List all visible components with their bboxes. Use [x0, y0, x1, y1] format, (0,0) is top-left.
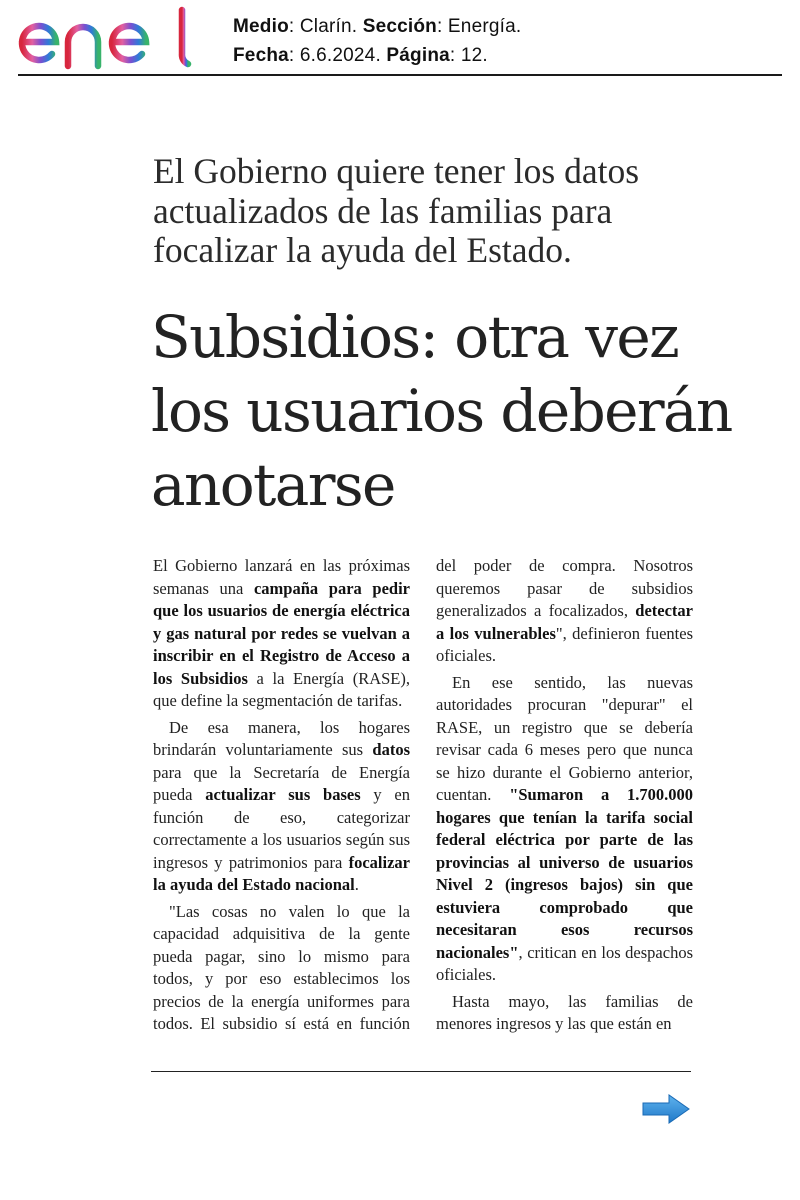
paragraph-text: , critican en los despachos oficiales. — [436, 942, 693, 984]
paragraph-text: Hasta mayo, las familias de menores ingresos y las que están en — [436, 991, 693, 1033]
pagina-value: : 12. — [449, 45, 488, 66]
article-paragraph — [436, 991, 693, 1036]
bold-text: detectar a los vulnerables — [436, 601, 693, 643]
paragraph-text: El Gobierno lanzará en las próximas semanas una — [153, 556, 410, 598]
header-divider — [18, 74, 782, 76]
pagina-label: Página — [386, 45, 450, 66]
bold-text: actualizar sus bases — [205, 785, 361, 804]
document-header — [0, 0, 800, 80]
article-paragraph — [153, 717, 410, 897]
article-subtitle: El Gobierno quiere tener los datos actualizados de las familias para focalizar la ayuda del Estado. — [153, 151, 640, 270]
medio-label: Medio — [233, 16, 289, 37]
footer-divider — [151, 1071, 691, 1072]
paragraph-text: para que la Secretaría de Energía pueda — [153, 762, 410, 804]
seccion-value: : Energía. — [436, 16, 522, 37]
meta-line-2 — [233, 41, 521, 70]
article-paragraph — [153, 555, 410, 713]
medio-value: : Clarín. — [288, 16, 363, 37]
paragraph-text: ", definieron fuentes oficiales. — [436, 623, 693, 665]
arrow-right-icon[interactable] — [641, 1093, 691, 1125]
paragraph-text: De esa manera, los hogares brindarán voluntariamente sus — [153, 717, 410, 759]
enel-logo — [16, 4, 192, 72]
paragraph-text: En ese sentido, las nuevas autoridades procuran "depurar" el RASE, un registro que se debería revisar cada 6 meses pero que nunca se hizo durante el Gobierno anterior, cuentan. — [436, 672, 693, 804]
bold-text: focalizar la ayuda del Estado nacional — [153, 852, 410, 894]
bold-text: "Sumaron a 1.700.000 hogares que tenían la tarifa social federal eléctrica por parte de las provincias al universo de usuarios Nivel 2 (ingresos bajos) sin que estuviera comprobado que necesitaran esos recursos nacionales" — [436, 785, 693, 962]
document-meta — [233, 12, 521, 70]
bold-text: datos — [372, 740, 410, 759]
bold-text: campaña para pedir que los usuarios de energía eléctrica y gas natural por redes se vuelvan a inscribir en el Registro de Acceso a los Subsidios — [153, 578, 410, 688]
paragraph-text: y en función de eso, categorizar correctamente a los usuarios según sus ingresos y patrimonios para — [153, 785, 411, 872]
article-headline: Subsidios: otra vez los usuarios deberán anotarse — [151, 303, 732, 519]
seccion-label: Sección — [362, 16, 437, 37]
article-paragraph — [436, 672, 693, 987]
fecha-label: Fecha — [233, 45, 289, 66]
fecha-value: : 6.6.2024. — [288, 45, 387, 66]
article-body — [153, 555, 693, 1055]
paragraph-text: . — [354, 875, 359, 894]
meta-line-1 — [233, 12, 521, 41]
paragraph-text: a la Energía (RASE), que define la segmentación de tarifas. — [153, 668, 410, 710]
paragraph-text: "Las cosas no valen lo que la capacidad adquisitiva de la gente pueda pagar, sino lo mismo para todos, y por eso establecimos los precios de la energía uniformes para todos. El subsidio sí está en función del poder de compra. Nosotros queremos pasar de subsidios generalizados a focalizados, — [153, 556, 693, 1033]
